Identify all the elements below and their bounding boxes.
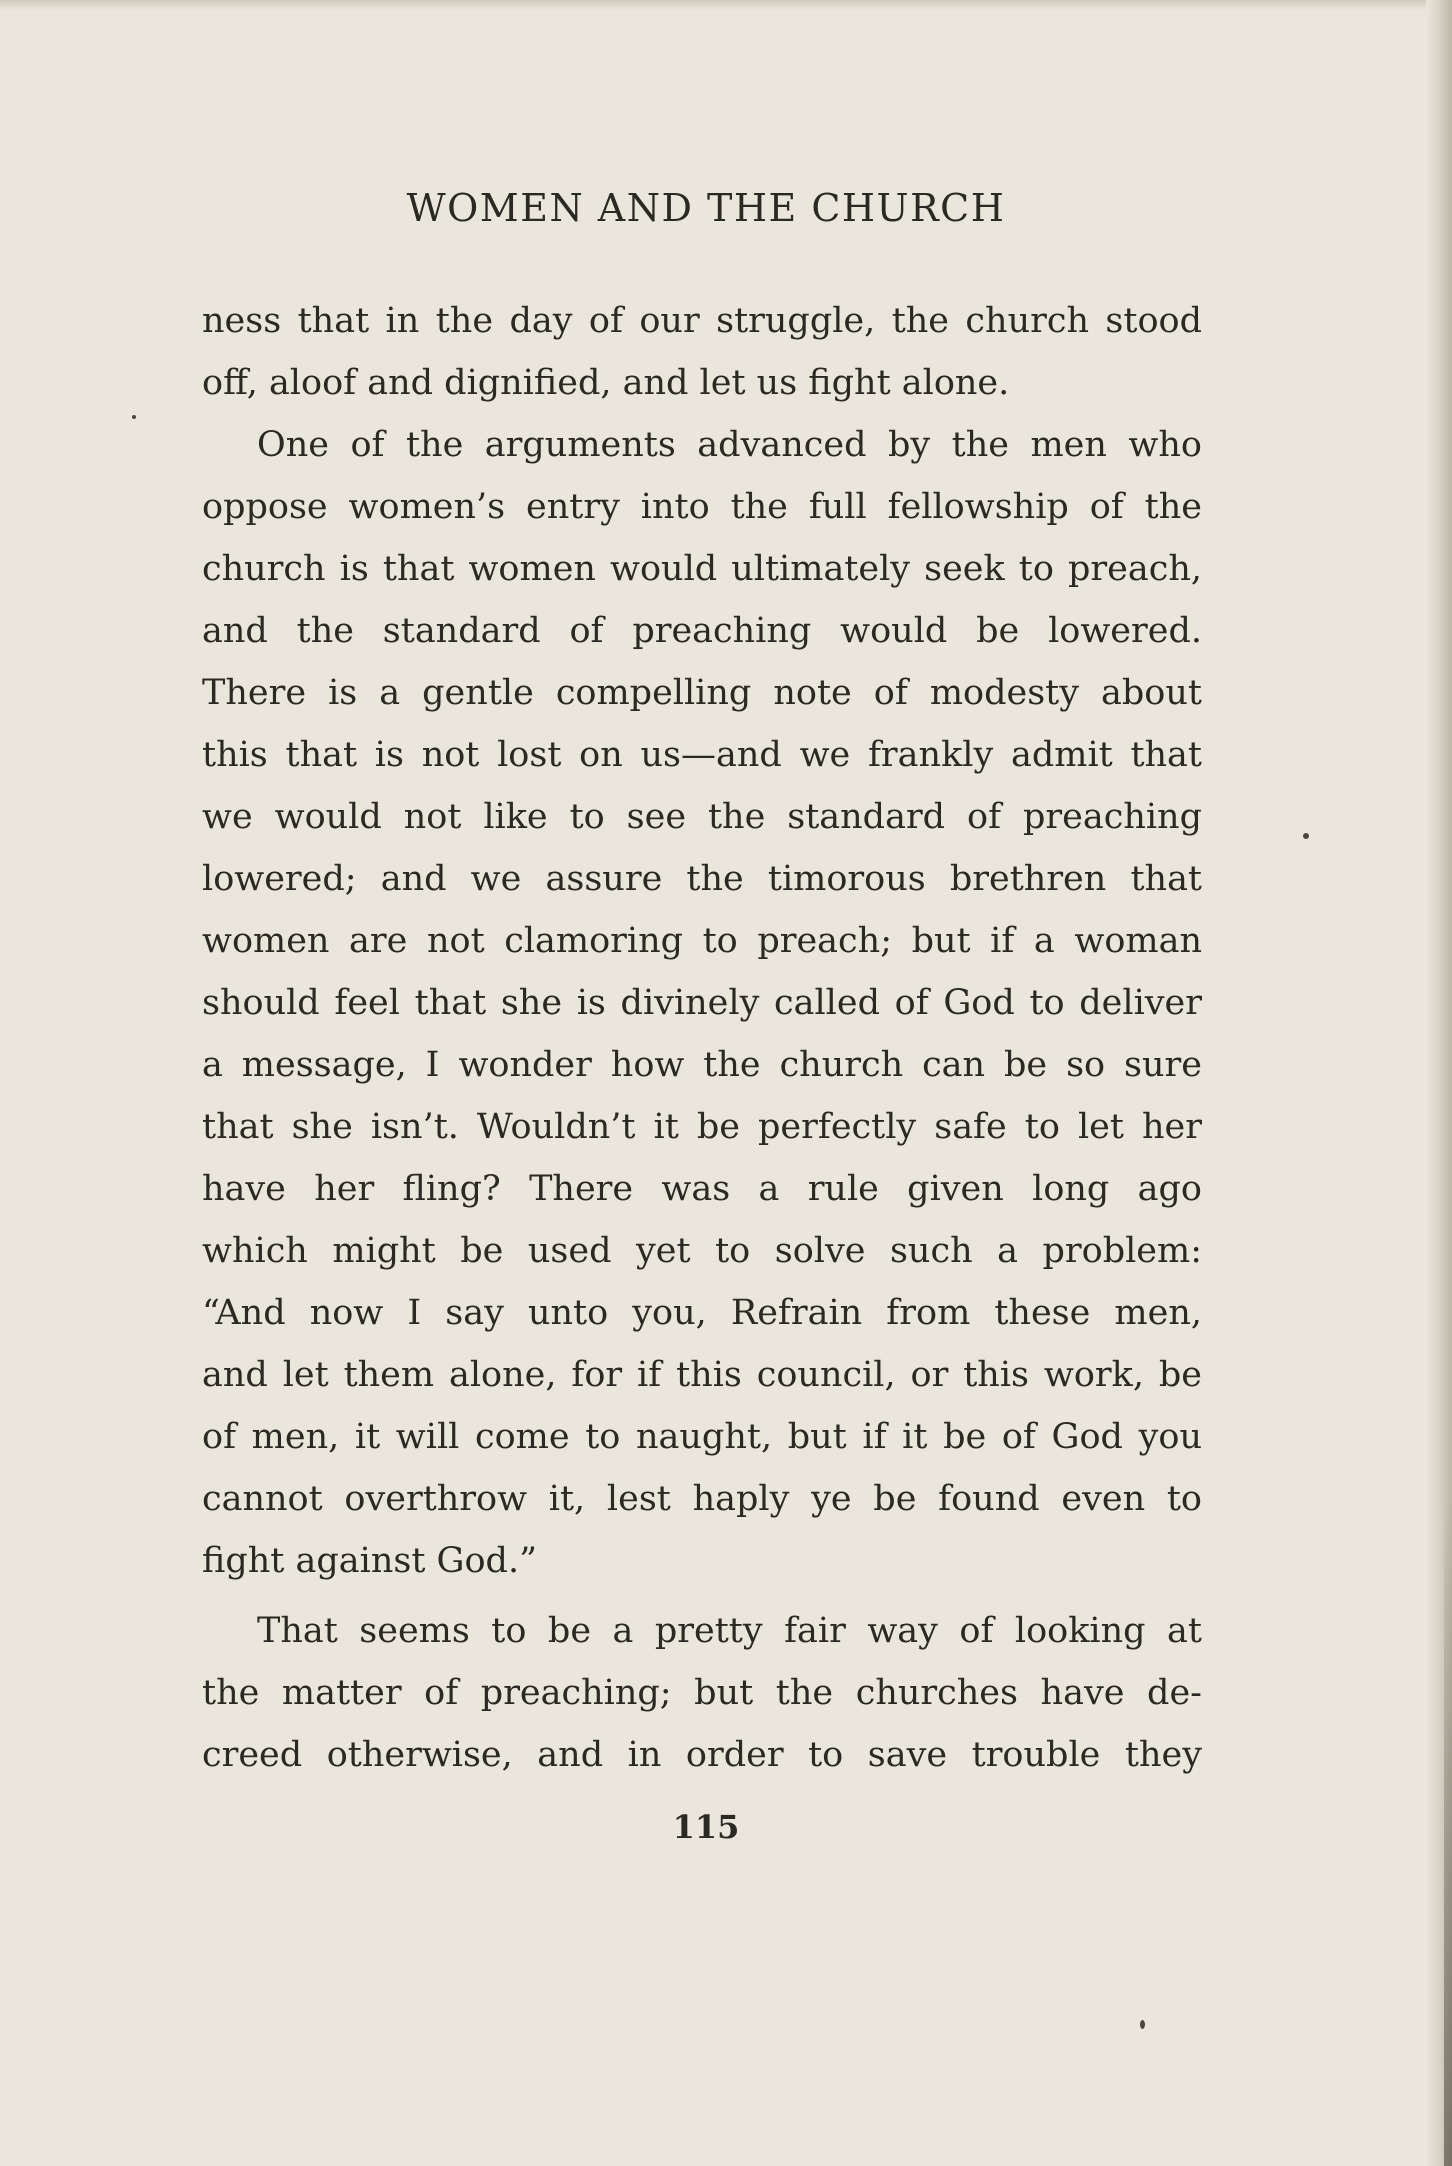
text-line: oppose women’s entry into the full fellowship of the [202, 487, 1202, 527]
text-line: and let them alone, for if this council, or this work, be [202, 1355, 1202, 1395]
text-line: fight against God.” [202, 1541, 537, 1581]
text-line: cannot overthrow it, lest haply ye be found even to [202, 1479, 1202, 1519]
paper-speck [1303, 833, 1309, 839]
paper-speck [132, 415, 136, 419]
body-text [202, 290, 1202, 1786]
text-line: “And now I say unto you, Refrain from these men, [202, 1293, 1202, 1333]
text-line: and the standard of preaching would be lowered. [202, 611, 1202, 651]
text-line: of men, it will come to naught, but if it be of God you [202, 1417, 1202, 1457]
text-line: this that is not lost on us—and we frankly admit that [202, 735, 1202, 775]
page-top-edge [0, 0, 1452, 10]
text-line: creed otherwise, and in order to save trouble they [202, 1735, 1202, 1775]
text-line: which might be used yet to solve such a problem: [202, 1231, 1202, 1271]
text-line: That seems to be a pretty fair way of looking at [257, 1611, 1202, 1651]
text-line: have her fling? There was a rule given long ago [202, 1169, 1202, 1209]
text-line: off, aloof and dignified, and let us fight alone. [202, 363, 1010, 403]
text-line: There is a gentle compelling note of modesty about [202, 673, 1202, 713]
text-line: a message, I wonder how the church can be so sure [202, 1045, 1202, 1085]
text-line: lowered; and we assure the timorous brethren that [202, 859, 1202, 899]
text-line: One of the arguments advanced by the men who [257, 425, 1202, 465]
text-line: we would not like to see the standard of preaching [202, 797, 1202, 837]
text-line: women are not clamoring to preach; but if a woman [202, 921, 1202, 961]
text-line: that she isn’t. Wouldn’t it be perfectly safe to let her [202, 1107, 1202, 1147]
text-line: ness that in the day of our struggle, the church stood [202, 301, 1202, 341]
text-line: church is that women would ultimately seek to preach, [202, 549, 1202, 589]
running-head: WOMEN AND THE CHURCH [406, 186, 1006, 230]
paper-speck [1140, 2020, 1145, 2029]
text-line: the matter of preaching; but the churches have de- [202, 1673, 1202, 1713]
page-number: 115 [672, 1808, 740, 1846]
text-line: should feel that she is divinely called of God to deliver [202, 983, 1202, 1023]
page-edge-shadow [1444, 1500, 1452, 2166]
